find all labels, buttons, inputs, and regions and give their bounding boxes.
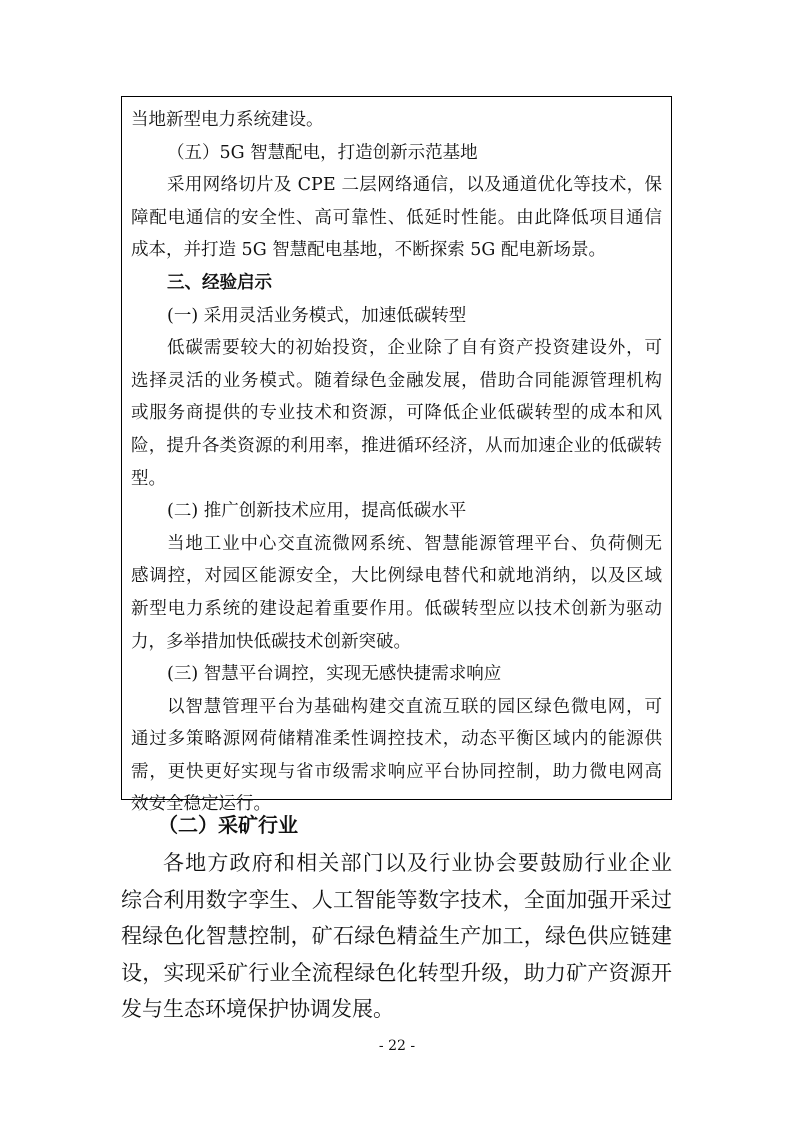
body-text-line: 设，实现采矿行业全流程绿色化转型升级，助力矿产资源开 [121, 960, 672, 985]
body-paragraph [121, 845, 672, 1028]
box-text-line: 当地新型电力系统建设。 [131, 110, 324, 130]
box-text-line: 型。 [131, 468, 166, 489]
body-text-line: 程绿色化智慧控制，矿石绿色精益生产加工，绿色供应链建 [121, 924, 672, 948]
box-text-line: 以智慧管理平台为基础构建交直流互联的园区绿色微电网，可 [167, 696, 662, 717]
body-text-line: 综合利用数字孪生、人工智能等数字技术，全面加强开采过 [121, 887, 672, 912]
subsection-heading: (三) 智慧平台调控，实现无感快捷需求响应 [167, 664, 502, 685]
section-heading: （二）采矿行业 [158, 813, 298, 837]
box-text-line: 或服务商提供的专业技术和资源，可降低企业低碳转型的成本和风 [131, 403, 662, 424]
box-text-line: 险，提升各类资源的利用率，推进循环经济，从而加速企业的低碳转 [131, 435, 662, 456]
body-text-line: 各地方政府和相关部门以及行业协会要鼓励行业企业 [163, 851, 672, 875]
box-text-line: 当地工业中心交直流微网系统、智慧能源管理平台、负荷侧无 [167, 533, 662, 554]
case-study-box [121, 96, 672, 815]
subsection-heading: (二) 推广创新技术应用，提高低碳水平 [167, 501, 467, 522]
box-text-line: 低碳需要较大的初始投资，企业除了自有资产投资建设外，可 [167, 338, 662, 359]
box-text-line: 成本，并打造 5G 智慧配电基地，不断探索 5G 配电新场景。 [131, 240, 606, 261]
body-text-line: 发与生态环境保护协调发展。 [121, 997, 394, 1021]
box-text-line: 采用网络切片及 CPE 二层网络通信，以及通道优化等技术，保 [167, 175, 662, 196]
page-number: - 22 - [378, 1038, 416, 1054]
box-text-line: 障配电通信的安全性、高可靠性、低延时性能。由此降低项目通信 [131, 207, 662, 228]
subsection-heading: (一) 采用灵活业务模式，加速低碳转型 [167, 305, 467, 326]
box-text-line: 力，多举措加快低碳技术创新突破。 [131, 631, 411, 652]
box-text-line: 通过多策略源网荷储精准柔性调控技术，动态平衡区域内的能源供 [131, 729, 662, 750]
box-text-line: 新型电力系统的建设起着重要作用。低碳转型应以技术创新为驱动 [131, 598, 662, 619]
subsection-heading: （五）5G 智慧配电，打造创新示范基地 [167, 142, 478, 163]
box-text-line: 感调控，对园区能源安全，大比例绿电替代和就地消纳，以及区域 [131, 566, 662, 587]
box-text-line: 选择灵活的业务模式。随着绿色金融发展，借助合同能源管理机构 [131, 370, 662, 391]
box-text-line: 效安全稳定运行。 [131, 794, 271, 815]
box-section-heading: 三、经验启示 [167, 272, 272, 293]
box-text-line: 需，更快更好实现与省市级需求响应平台协同控制，助力微电网高 [131, 761, 662, 782]
